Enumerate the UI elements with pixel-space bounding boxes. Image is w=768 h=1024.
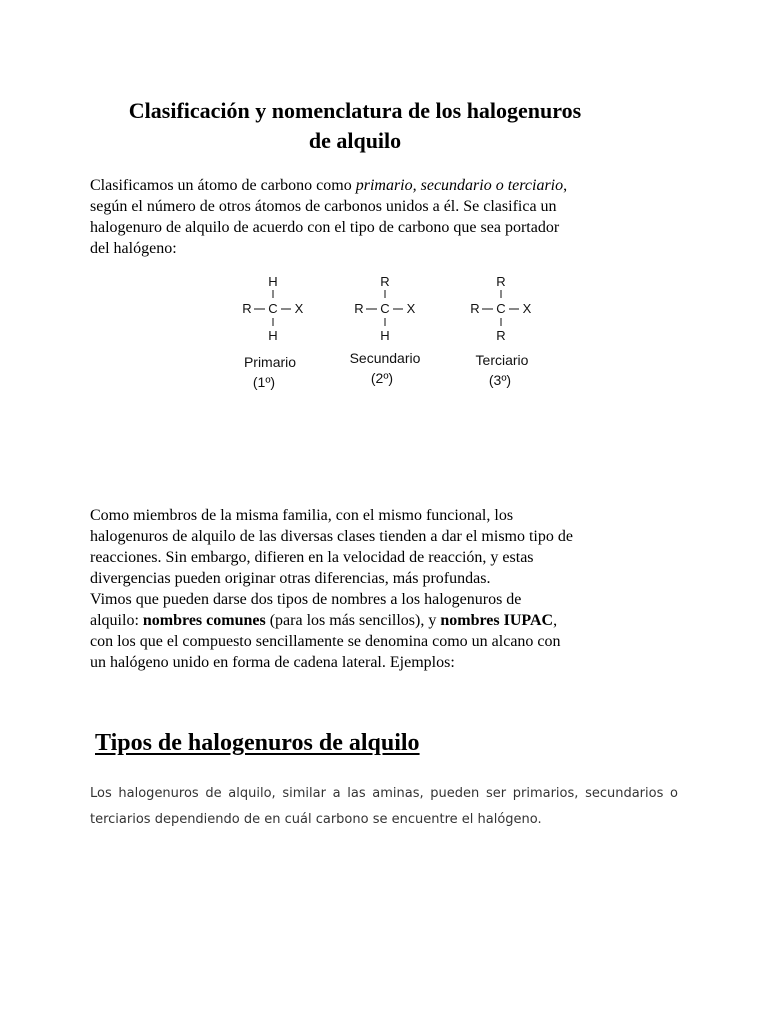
secondary-structure: [340, 268, 440, 398]
body-line-6: alquilo: nombres comunes (para los más sencillos), y nombres IUPAC,: [90, 612, 558, 629]
carbon-classification-diagram: [225, 268, 555, 398]
tertiary-label: Terciario: [475, 352, 529, 368]
body-line-1: Como miembros de la misma familia, con el mismo funcional, los: [90, 507, 514, 524]
tertiary-left-atom: R: [470, 301, 480, 316]
tertiary-center-atom: C: [496, 301, 506, 316]
common-names-term: nombres comunes: [142, 612, 266, 629]
intro-line-1: Clasificamos un átomo de carbono como primario, secundario o terciario,: [90, 177, 568, 194]
body-line-5: Vimos que pueden darse dos tipos de nombres a los halogenuros de: [90, 591, 522, 608]
primary-structure: [225, 268, 325, 398]
secondary-degree: (2º): [370, 370, 394, 386]
tertiary-degree: (3º): [488, 372, 512, 388]
primary-structural-formula: [225, 268, 325, 348]
secondary-structural-formula: [340, 268, 440, 348]
primary-center-atom: C: [268, 301, 278, 316]
intro-line-2: según el número de otros átomos de carbonos unidos a él. Se clasifica un: [90, 198, 557, 215]
secondary-center-atom: C: [380, 301, 390, 316]
body-line-8: un halógeno unido en forma de cadena lateral. Ejemplos:: [90, 654, 455, 671]
tertiary-right-atom: X: [522, 301, 532, 316]
secondary-label: Secundario: [349, 350, 421, 366]
secondary-bottom-atom: H: [380, 328, 390, 343]
primary-left-atom: R: [242, 301, 252, 316]
intro-paragraph: [90, 175, 650, 259]
intro-line-4: del halógeno:: [90, 240, 177, 257]
intro-italic-terms: primario, secundario o terciario: [355, 177, 564, 194]
primary-right-atom: X: [294, 301, 304, 316]
secondary-left-atom: R: [354, 301, 364, 316]
primary-label: Primario: [243, 354, 297, 370]
section-heading: Tipos de halogenuros de alquilo: [95, 730, 420, 756]
primary-bottom-atom: H: [268, 328, 278, 343]
body-line-7: con los que el compuesto sencillamente se denomina como un alcano con: [90, 633, 561, 650]
secondary-top-atom: R: [380, 274, 390, 289]
body-line-2: halogenuros de alquilo de las diversas clases tienden a dar el mismo tipo de: [90, 528, 573, 545]
primary-degree: (1º): [252, 374, 276, 390]
title-line-2: de alquilo: [308, 128, 402, 153]
intro-line-3: halogenuro de alquilo de acuerdo con el tipo de carbono que sea portador: [90, 219, 560, 236]
title-line-1: Clasificación y nomenclatura de los halogenuros: [128, 98, 582, 123]
secondary-right-atom: X: [406, 301, 416, 316]
document-title: [92, 96, 618, 156]
primary-top-atom: H: [268, 274, 278, 289]
body-paragraph: [90, 505, 650, 673]
tertiary-top-atom: R: [496, 274, 506, 289]
iupac-names-term: nombres IUPAC: [440, 612, 554, 629]
body-line-3: reacciones. Sin embargo, difieren en la velocidad de reacción, y estas: [90, 549, 534, 566]
tertiary-bottom-atom: R: [496, 328, 506, 343]
body-line-4: divergencias pueden originar otras diferencias, más profundas.: [90, 570, 491, 587]
tertiary-structural-formula: [457, 268, 557, 348]
section-paragraph: Los halogenuros de alquilo, similar a las aminas, pueden ser primarios, secundarios o terciarios dependiendo de en cuál carbono se encuentre el halógeno.: [90, 786, 678, 827]
tertiary-structure: [457, 268, 557, 398]
